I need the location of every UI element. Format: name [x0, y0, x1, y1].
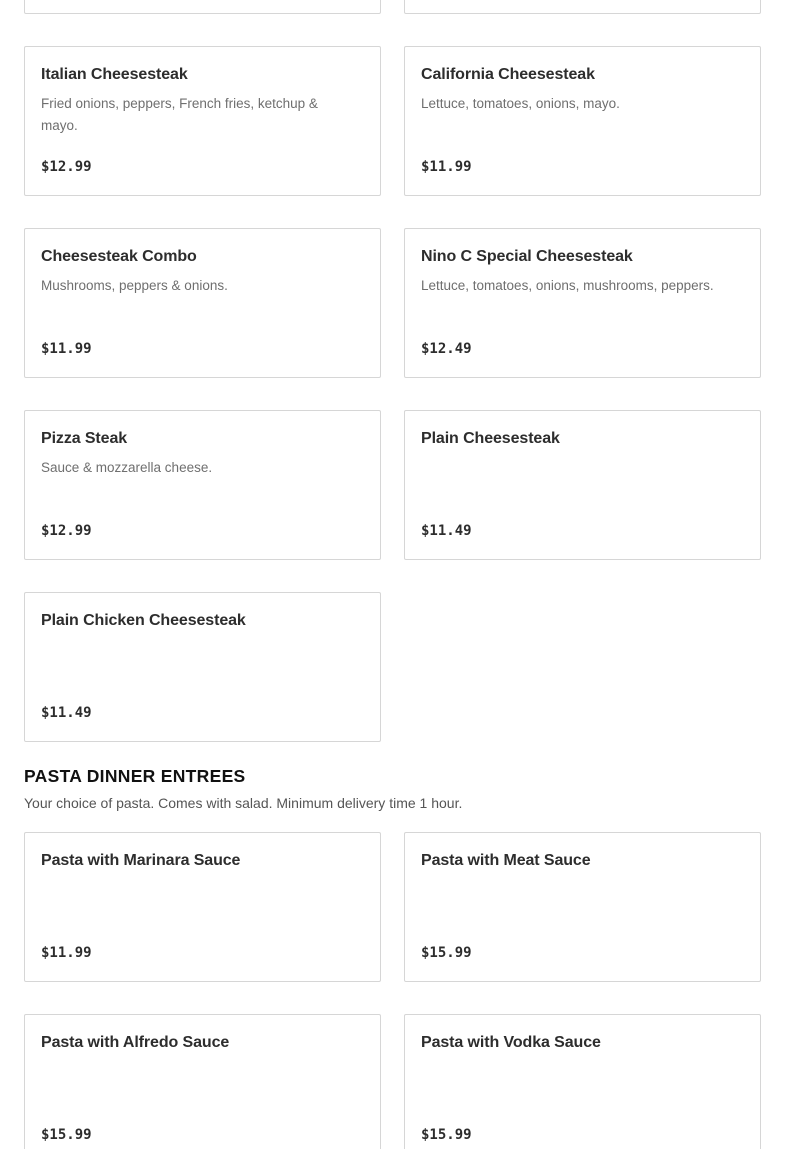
menu-item-name: Pasta with Alfredo Sauce — [41, 1034, 230, 1051]
menu-item-price: $15.99 — [421, 1127, 472, 1143]
menu-item-card-partial[interactable] — [24, 0, 381, 14]
menu-item-description: Lettuce, tomatoes, onions, mayo. — [421, 96, 620, 111]
menu-item-name: Pizza Steak — [41, 430, 128, 447]
menu-item-name: Nino C Special Cheesesteak — [421, 248, 633, 265]
menu-item-price: $11.99 — [421, 159, 472, 175]
menu-item-card[interactable] — [404, 410, 761, 560]
menu-item-price: $11.99 — [41, 945, 92, 961]
menu-item-price: $12.99 — [41, 523, 92, 539]
menu-item-price: $11.99 — [41, 341, 92, 357]
menu-item-card[interactable] — [24, 46, 381, 196]
menu-item-price: $11.49 — [41, 705, 92, 721]
menu-item-price: $12.99 — [41, 159, 92, 175]
menu-item-name: Plain Chicken Cheesesteak — [41, 612, 246, 629]
menu-item-name: Cheesesteak Combo — [41, 248, 197, 265]
menu-item-name: Italian Cheesesteak — [41, 66, 188, 83]
menu-item-card[interactable] — [404, 228, 761, 378]
menu-item-card-partial[interactable] — [404, 0, 761, 14]
menu-item-description: Sauce & mozzarella cheese. — [41, 460, 213, 475]
section-title: PASTA DINNER ENTREES — [24, 766, 246, 786]
menu-item-name: Plain Cheesesteak — [421, 430, 560, 447]
menu-item-card[interactable] — [24, 410, 381, 560]
menu-item-card[interactable] — [24, 832, 381, 982]
menu-item-card[interactable] — [24, 228, 381, 378]
menu-item-name: Pasta with Meat Sauce — [421, 852, 591, 869]
menu-item-name: California Cheesesteak — [421, 66, 595, 83]
menu-item-name: Pasta with Vodka Sauce — [421, 1034, 601, 1051]
menu-item-card[interactable] — [24, 592, 381, 742]
menu-item-price: $12.49 — [421, 341, 472, 357]
section-description: Your choice of pasta. Comes with salad. Minimum delivery time 1 hour. — [24, 795, 463, 811]
menu-item-card[interactable] — [404, 46, 761, 196]
menu-item-card[interactable] — [404, 832, 761, 982]
menu-item-price: $15.99 — [41, 1127, 92, 1143]
menu-item-description: Lettuce, tomatoes, onions, mushrooms, peppers. — [421, 278, 714, 293]
menu-item-description: Mushrooms, peppers & onions. — [41, 278, 228, 293]
menu-item-price: $11.49 — [421, 523, 472, 539]
menu-item-name: Pasta with Marinara Sauce — [41, 852, 241, 869]
menu-item-card[interactable] — [404, 1014, 761, 1149]
menu-item-price: $15.99 — [421, 945, 472, 961]
menu-item-description: Fried onions, peppers, French fries, ketchup & mayo. — [41, 96, 318, 133]
menu-item-card[interactable] — [24, 1014, 381, 1149]
